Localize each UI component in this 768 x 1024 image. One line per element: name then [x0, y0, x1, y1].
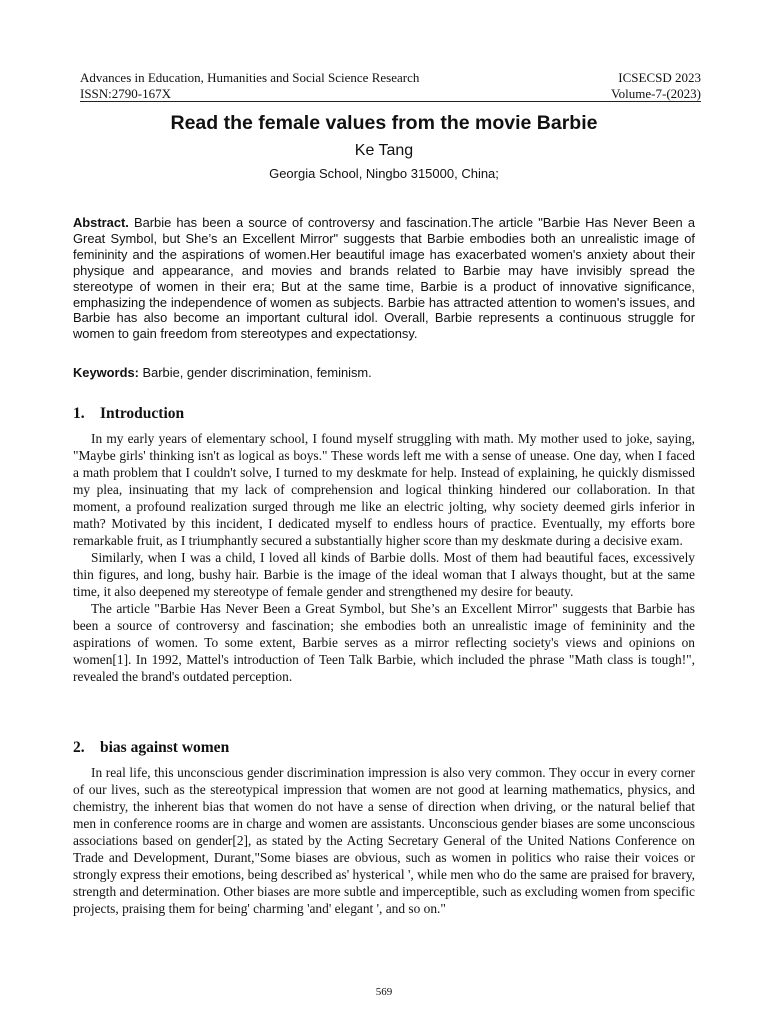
abstract-text: Barbie has been a source of controversy and fascination.The article "Barbie Has Never Been a Great Symbol, but She’s an Excellent Mirror" suggests that Barbie embodies both an unrealistic image of femininity and the aspirations of women.Her beautiful image has exacerbated women's anxiety about their physique and appearance, and movies and brands related to Barbie may have invisibly spread the stereotype of women in their era; But at the same time, Barbie is a product of innovative significance, emphasizing the independence of women as subjects. Barbie has attracted attention to women's issues, and Barbie has also become an important cultural idol. Overall, Barbie represents a continuous struggle for women to gain freedom from stereotypes and expectationsy. — [73, 215, 695, 342]
running-header-top — [80, 70, 701, 85]
keywords — [73, 365, 695, 381]
running-header-bottom — [80, 86, 701, 101]
section-heading-bias — [73, 738, 695, 757]
issn: ISSN:2790-167X — [80, 86, 172, 101]
paragraph: The article "Barbie Has Never Been a Great Symbol, but She’s an Excellent Mirror" suggests that Barbie has been a source of controversy and fascination; she embodies both an unrealistic image of femininity and the aspirations of women. To some extent, Barbie serves as a mirror reflecting society's views and opinions on women[1]. In 1992, Mattel's introduction of Teen Talk Barbie, which included the phrase "Math class is tough!", revealed the brand's outdated perception. — [73, 601, 695, 684]
keywords-text: Barbie, gender discrimination, feminism. — [138, 365, 372, 380]
section-heading-introduction — [73, 404, 695, 423]
abstract — [73, 215, 695, 342]
journal-name: Advances in Education, Humanities and Social Science Research — [80, 70, 420, 85]
header-rule — [80, 101, 701, 102]
paragraph: Similarly, when I was a child, I loved all kinds of Barbie dolls. Most of them had beautiful faces, excessively thin figures, and long, bushy hair. Barbie is the image of the ideal woman that I always thought, but at the same time, it also deepened my stereotype of female gender and strengthened my desire for beauty. — [73, 550, 695, 599]
section-number: 1. — [73, 405, 85, 422]
paragraph: In real life, this unconscious gender discrimination impression is also very common. They occur in every corner of our lives, such as the stereotypical impression that women are not good at learning mathematics, physics, and chemistry, the inherent bias that women do not have a sense of direction when driving, or the natural belief that men in conference rooms are in charge and women are assistants. Unconscious gender biases are some unconscious associations based on gender[2], as stated by the Acting Secretary General of the United Nations Conference on Trade and Development, Durant,"Some biases are obvious, such as women in politics who raise their voices or strongly express their emotions, being described as' hysterical ', while men who do the same are praised for bravery, strength and determination. Other biases are more subtle and imperceptible, such as excluding women from specific projects, praising them for being' charming 'and' elegant ', and so on." — [73, 765, 695, 916]
paragraph: In my early years of elementary school, I found myself struggling with math. My mother used to joke, saying, "Maybe girls' thinking isn't as logical as boys." These words left me with a sense of unease. One day, when I faced a math problem that I couldn't solve, I turned to my deskmate for help. Instead of explaining, he quickly dismissed my plea, insinuating that my lack of comprehension and logical thinking hindered our collaboration. In that moment, a profound realization surged through me like an electric jolting, why society deemed girls inferior in math? Motivated by this incident, I dedicated myself to endless hours of practice. Eventually, my efforts bore remarkable fruit, as I triumphantly secured a substantially higher score than my deskmate during a decisive exam. — [73, 431, 695, 548]
section-title: bias against women — [100, 739, 230, 756]
author-affiliation: Georgia School, Ningbo 315000, China; — [269, 166, 499, 181]
section-body-introduction — [73, 430, 695, 685]
abstract-label: Abstract. — [73, 215, 129, 230]
conference-name: ICSECSD 2023 — [618, 70, 701, 85]
section-number: 2. — [73, 739, 85, 756]
keywords-label: Keywords: — [73, 365, 139, 380]
paper-title: Read the female values from the movie Barbie — [170, 112, 598, 134]
section-body-bias — [73, 764, 695, 917]
volume: Volume-7-(2023) — [610, 86, 701, 101]
page-number: 569 — [375, 986, 393, 998]
author-name: Ke Tang — [354, 142, 414, 159]
section-title: Introduction — [100, 405, 185, 422]
